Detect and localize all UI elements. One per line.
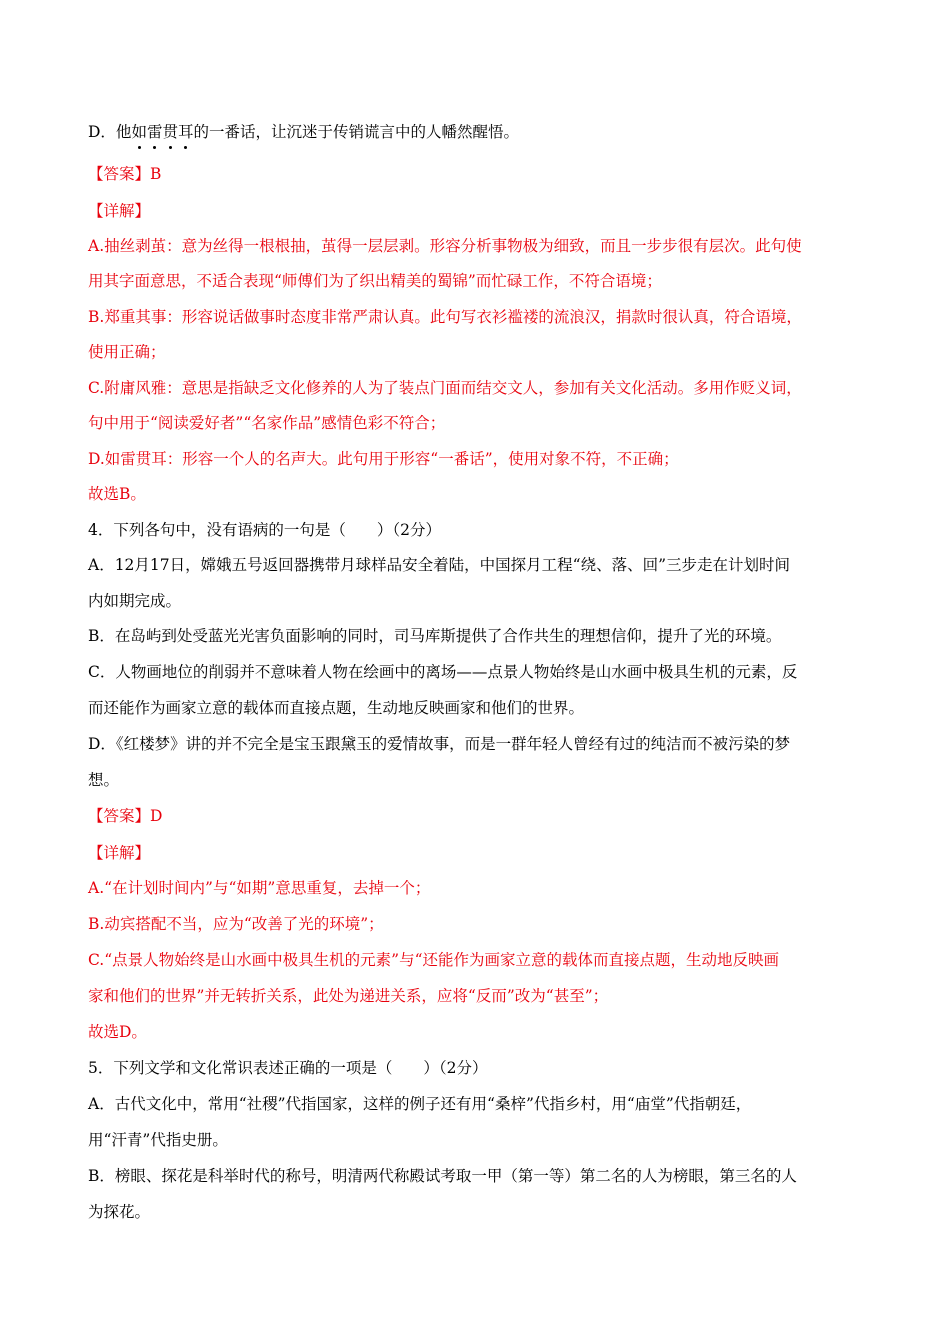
- q4-analysis-label: 【详解】: [88, 844, 151, 862]
- analysis-line: A.“在计划时间内”与“如期”意思重复，去掉一个；: [88, 879, 431, 897]
- q4-stem: 4．下列各句中，没有语病的一句是（ ）（2分）: [88, 521, 441, 539]
- q3-analysis-label: 【详解】: [88, 202, 151, 220]
- q5-stem: 5．下列文学和文化常识表述正确的一项是（ ）（2分）: [88, 1059, 488, 1077]
- emphasis-char: 雷: [146, 123, 163, 141]
- q4-option-line: C．人物画地位的削弱并不意味着人物在绘画中的离场——点景人物始终是山水画中极具生机的元素，反: [88, 663, 798, 681]
- answer-value: D: [150, 807, 163, 825]
- analysis-line: C.“点景人物始终是山水画中极具生机的元素”与“还能作为画家立意的载体而直接点题，生动地反映画: [88, 951, 780, 969]
- q4-option-line: 想。: [88, 771, 120, 789]
- q4-option-line: A．12月17日，嫦娥五号返回器携带月球样品安全着陆，中国探月工程“绕、落、回”三步走在计划时间: [88, 556, 790, 574]
- q4-answer: [88, 806, 162, 826]
- analysis-line: 故选B。: [88, 485, 146, 503]
- answer-label: 【答案】: [88, 165, 151, 183]
- analysis-line: B.郑重其事：形容说话做事时态度非常严肃认真。此句写衣衫褴褛的流浪汉，捐款时很认真，符合语境，: [88, 308, 802, 326]
- q4-option-line: B．在岛屿到处受蓝光光害负面影响的同时，司马库斯提供了合作共生的理想信仰，提升了光的环境。: [88, 627, 782, 645]
- answer-label: 【答案】: [88, 807, 151, 825]
- analysis-line: 使用正确；: [88, 343, 166, 361]
- q5-option-line: A．古代文化中，常用“社稷”代指国家，这样的例子还有用“桑梓”代指乡村，用“庙堂”代指朝廷，: [88, 1095, 752, 1113]
- emphasis-char: 如: [131, 123, 147, 141]
- q4-option-line: 内如期完成。: [88, 592, 182, 610]
- q5-option-line: B．榜眼、探花是科举时代的称号，明清两代称殿试考取一甲（第一等）第二名的人为榜眼，第三名的人: [88, 1167, 797, 1185]
- answer-value: B: [150, 165, 162, 183]
- q5-option-line: 用“汗青”代指史册。: [88, 1131, 228, 1149]
- analysis-line: C.附庸风雅：意思是指缺乏文化修养的人为了装点门面而结交文人，参加有关文化活动。多用作贬义词，: [88, 379, 802, 397]
- q4-option-line: 而还能作为画家立意的载体而直接点题，生动地反映画家和他们的世界。: [88, 699, 585, 717]
- analysis-line: B.动宾搭配不当，应为“改善了光的环境”；: [88, 915, 384, 933]
- analysis-line: 故选D。: [88, 1023, 147, 1041]
- analysis-line: 句中用于“阅读爱好者”“名家作品”感情色彩不符合；: [88, 414, 446, 432]
- q3-option-d-prefix: D．他: [88, 123, 132, 141]
- analysis-line: A.抽丝剥茧：意为丝得一根根抽，茧得一层层剥。形容分析事物极为细致，而且一步步很有层次。此句使: [88, 237, 802, 255]
- q4-option-line: D．《红楼梦》讲的并不完全是宝玉跟黛玉的爱情故事，而是一群年轻人曾经有过的纯洁而不被污染的梦: [88, 735, 791, 753]
- analysis-line: D.如雷贯耳：形容一个人的名声大。此句用于形容“一番话”，使用对象不符，不正确；: [88, 450, 679, 468]
- q5-option-line: 为探花。: [88, 1203, 151, 1221]
- emphasis-char: 贯: [162, 123, 178, 141]
- analysis-line: 家和他们的世界”并无转折关系，此处为递进关系，应将“反而”改为“甚至”；: [88, 987, 609, 1005]
- analysis-line: 用其字面意思，不适合表现“师傅们为了织出精美的蜀锦”而忙碌工作，不符合语境；: [88, 272, 662, 290]
- q3-answer: [88, 164, 161, 184]
- q3-option-d-suffix: 的一番话，让沉迷于传销谎言中的人幡然醒悟。: [193, 123, 520, 141]
- emphasis-char: 耳: [177, 123, 194, 141]
- q3-option-d: [88, 122, 519, 142]
